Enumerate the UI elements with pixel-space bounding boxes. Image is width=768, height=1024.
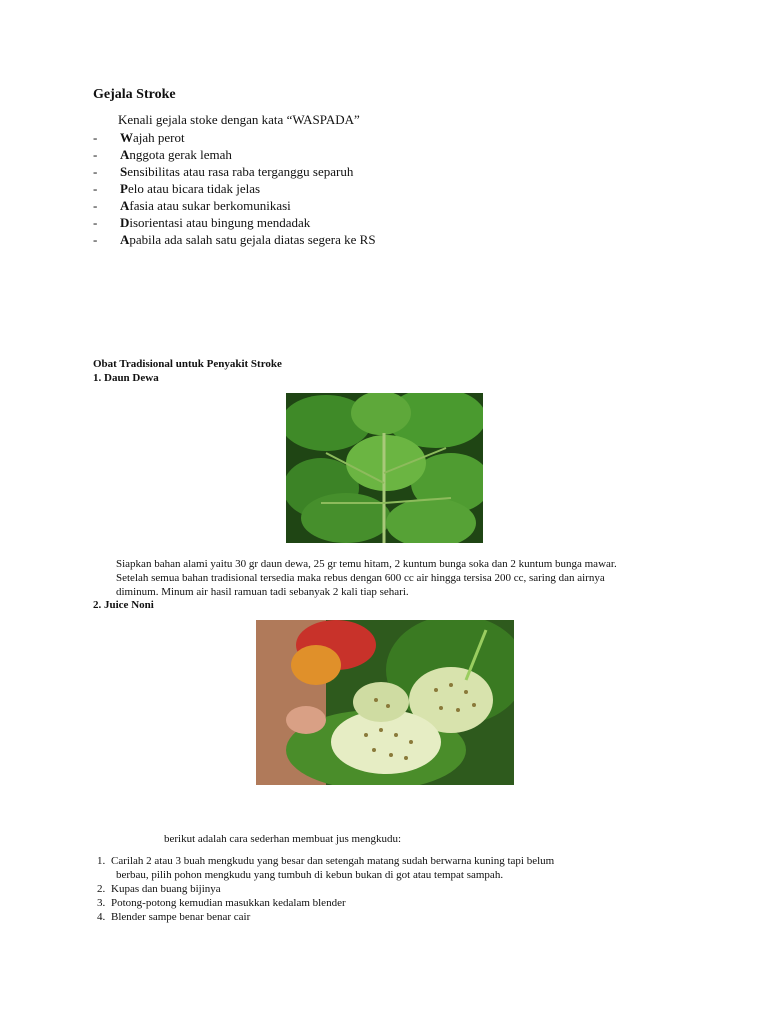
step-text: Potong-potong kemudian masukkan kedalam blender xyxy=(111,897,346,909)
list-dash: - xyxy=(93,215,98,230)
waspada-letter: S xyxy=(120,164,128,179)
waspada-text: ajah perot xyxy=(133,130,185,145)
item1-heading: 1. Daun Dewa xyxy=(93,372,159,384)
waspada-item xyxy=(93,180,376,197)
step-text: Kupas dan buang bijinya xyxy=(111,883,221,895)
daun-dewa-paragraph: Siapkan bahan alami yaitu 30 gr daun dewa, 25 gr temu hitam, 2 kuntum bunga soka dan 2 kuntum bunga mawar. Setelah semua bahan tradisional tersedia maka rebus dengan 600 cc air hingga tersisa 200 cc, saring dan airnya diminum. Minum air hasil ramuan tadi sebanyak 2 kali tiap sehari. xyxy=(116,558,617,598)
steps-list xyxy=(97,854,657,924)
section-title: Obat Tradisional untuk Penyakit Stroke xyxy=(93,358,282,370)
waspada-text: fasia atau sukar berkomunikasi xyxy=(129,198,291,213)
waspada-text: ensibilitas atau rasa raba terganggu separuh xyxy=(127,164,354,179)
page-title: Gejala Stroke xyxy=(93,87,176,102)
waspada-item xyxy=(93,146,376,163)
waspada-text: isorientasi atau bingung mendadak xyxy=(129,215,311,230)
step-text: Carilah 2 atau 3 buah mengkudu yang besar dan setengah matang sudah berwarna kuning tapi belum xyxy=(111,855,555,867)
noni-fruit-photo xyxy=(256,620,514,785)
item2-heading: 2. Juice Noni xyxy=(93,599,154,611)
step-number: 4. xyxy=(97,911,106,923)
list-dash: - xyxy=(93,181,98,196)
waspada-letter: D xyxy=(120,215,130,230)
waspada-text: pabila ada salah satu gejala diatas segera ke RS xyxy=(129,232,376,247)
waspada-letter: A xyxy=(120,198,130,213)
waspada-item xyxy=(93,214,376,231)
waspada-item xyxy=(93,197,376,214)
list-item xyxy=(97,882,657,896)
step-text-continued: berbau, pilih pohon mengkudu yang tumbuh di kebun bukan di got atau tempat sampah. xyxy=(116,869,504,881)
list-item xyxy=(97,896,657,910)
list-dash: - xyxy=(93,130,98,145)
step-number: 3. xyxy=(97,897,106,909)
steps-intro: berikut adalah cara sederhan membuat jus mengkudu: xyxy=(164,833,402,845)
waspada-letter: W xyxy=(120,130,133,145)
waspada-letter: A xyxy=(120,147,130,162)
waspada-letter: A xyxy=(120,232,130,247)
waspada-item xyxy=(93,231,376,248)
waspada-text: elo atau bicara tidak jelas xyxy=(127,181,261,196)
list-item xyxy=(97,910,657,924)
waspada-item xyxy=(93,129,376,146)
waspada-text: nggota gerak lemah xyxy=(129,147,232,162)
step-number: 2. xyxy=(97,883,106,895)
step-text: Blender sampe benar benar cair xyxy=(111,911,251,923)
waspada-list xyxy=(93,129,376,248)
list-item xyxy=(97,854,657,882)
list-dash: - xyxy=(93,164,98,179)
step-number: 1. xyxy=(97,855,106,867)
list-dash: - xyxy=(93,198,98,213)
daun-dewa-photo xyxy=(286,393,483,543)
list-dash: - xyxy=(93,147,98,162)
waspada-letter: P xyxy=(120,181,128,196)
waspada-item xyxy=(93,163,376,180)
waspada-intro: Kenali gejala stoke dengan kata “WASPADA” xyxy=(118,112,360,127)
list-dash: - xyxy=(93,232,98,247)
